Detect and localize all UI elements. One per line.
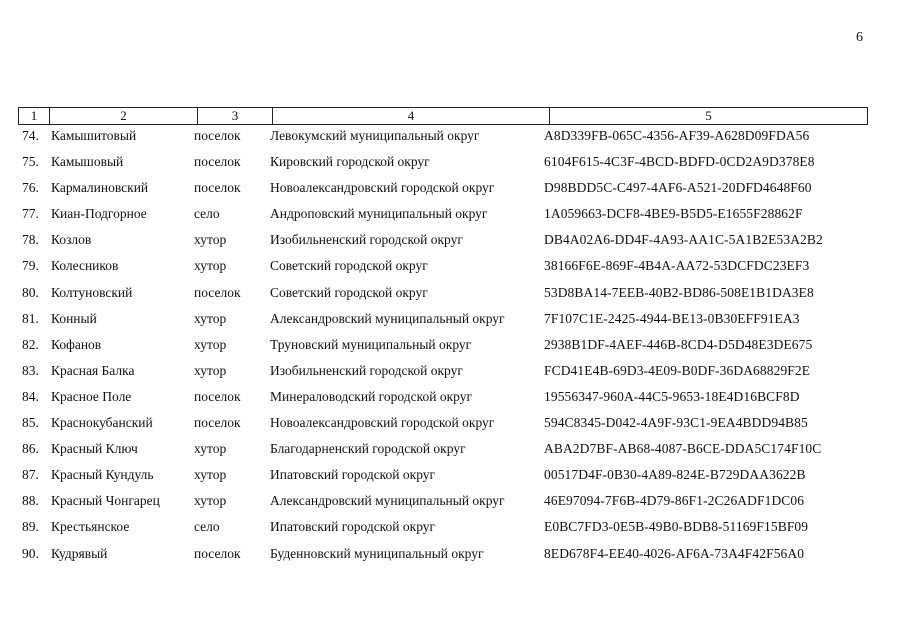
table-row (0, 180, 903, 206)
table-row (0, 441, 903, 467)
settlement-name: Крестьянское (51, 519, 130, 535)
settlement-name: Красный Чонгарец (51, 493, 160, 509)
table-row (0, 389, 903, 415)
guid-code: DB4A02A6-DD4F-4A93-AA1C-5A1B2E53A2B2 (544, 232, 823, 248)
settlement-name: Красный Ключ (51, 441, 138, 457)
settlement-type: поселок (194, 545, 241, 561)
settlement-name: Колесников (51, 258, 119, 274)
row-number: 83. (22, 362, 39, 378)
table-row (0, 493, 903, 519)
settlement-type: хутор (194, 232, 227, 248)
district-name: Изобильненский городской округ (270, 362, 463, 378)
row-number: 90. (22, 545, 39, 561)
header-cell-5: 5 (549, 107, 868, 125)
settlement-type: хутор (194, 362, 227, 378)
guid-code: FCD41E4B-69D3-4E09-B0DF-36DA68829F2E (544, 362, 811, 378)
table-row (0, 128, 903, 154)
district-name: Советский городской округ (270, 284, 428, 300)
guid-code: D98BDD5C-C497-4AF6-A521-20DFD4648F60 (544, 180, 812, 196)
row-number: 76. (22, 180, 39, 196)
row-number: 79. (22, 258, 39, 274)
settlement-type: хутор (194, 467, 227, 483)
table-row (0, 363, 903, 389)
row-number: 88. (22, 493, 39, 509)
row-number: 84. (22, 388, 39, 404)
settlement-type: село (194, 206, 220, 222)
settlement-name: Козлов (51, 232, 92, 248)
settlement-type: хутор (194, 441, 227, 457)
table-row (0, 154, 903, 180)
district-name: Александровский муниципальный округ (270, 310, 505, 326)
table-body (0, 128, 903, 572)
district-name: Новоалександровский городской округ (270, 180, 495, 196)
row-number: 81. (22, 310, 39, 326)
settlement-name: Красная Балка (51, 362, 135, 378)
table-row (0, 232, 903, 258)
settlement-name: Кофанов (51, 336, 102, 352)
district-name: Левокумский муниципальный округ (270, 128, 480, 143)
district-name: Советский городской округ (270, 258, 428, 274)
guid-code: 1A059663-DCF8-4BE9-B5D5-E1655F28862F (544, 206, 803, 222)
settlement-name: Конный (51, 310, 97, 326)
settlement-name: Кудрявый (51, 545, 108, 561)
settlement-type: хутор (194, 310, 227, 326)
header-cell-4: 4 (272, 107, 550, 125)
header-cell-3: 3 (197, 107, 273, 125)
district-name: Ипатовский городской округ (270, 519, 436, 535)
settlement-type: хутор (194, 493, 227, 509)
district-name: Благодарненский городской округ (270, 441, 466, 457)
district-name: Кировский городской округ (270, 154, 430, 170)
settlement-type: хутор (194, 258, 227, 274)
settlement-type: хутор (194, 336, 227, 352)
district-name: Ипатовский городской округ (270, 467, 436, 483)
header-cell-1: 1 (18, 107, 50, 125)
guid-code: A8D339FB-065C-4356-AF39-A628D09FDA56 (544, 128, 810, 143)
guid-code: ABA2D7BF-AB68-4087-B6CE-DDA5C174F10C (544, 441, 822, 457)
settlement-name: Краснокубанский (51, 415, 153, 431)
table-row (0, 206, 903, 232)
district-name: Изобильненский городской округ (270, 232, 463, 248)
settlement-name: Красное Поле (51, 388, 132, 404)
district-name: Александровский муниципальный округ (270, 493, 505, 509)
row-number: 86. (22, 441, 39, 457)
table-row (0, 415, 903, 441)
district-name: Труновский муниципальный округ (270, 336, 472, 352)
settlement-type: поселок (194, 388, 241, 404)
row-number: 78. (22, 232, 39, 248)
table-row (0, 258, 903, 284)
settlement-type: село (194, 519, 220, 535)
settlement-name: Кармалиновский (51, 180, 149, 196)
row-number: 74. (22, 128, 39, 143)
table-row (0, 467, 903, 493)
settlement-name: Камышитовый (51, 128, 137, 143)
guid-code: 8ED678F4-EE40-4026-AF6A-73A4F42F56A0 (544, 545, 805, 561)
settlement-name: Киан-Подгорное (51, 206, 147, 222)
table-row (0, 285, 903, 311)
table-row (0, 337, 903, 363)
row-number: 82. (22, 336, 39, 352)
guid-code: 53D8BA14-7EEB-40B2-BD86-508E1B1DA3E8 (544, 284, 814, 300)
district-name: Буденновский муниципальный округ (270, 545, 484, 561)
guid-code: 00517D4F-0B30-4A89-824E-B729DAA3622B (544, 467, 806, 483)
guid-code: 7F107C1E-2425-4944-BE13-0B30EFF91EA3 (544, 310, 800, 326)
header-cell-2: 2 (49, 107, 198, 125)
row-number: 80. (22, 284, 39, 300)
table-row (0, 311, 903, 337)
settlement-type: поселок (194, 284, 241, 300)
settlement-type: поселок (194, 154, 241, 170)
row-number: 89. (22, 519, 39, 535)
table-row (0, 546, 903, 572)
guid-code: 2938B1DF-4AEF-446B-8CD4-D5D48E3DE675 (544, 336, 813, 352)
row-number: 75. (22, 154, 39, 170)
settlement-name: Красный Кундуль (51, 467, 154, 483)
guid-code: 6104F615-4C3F-4BCD-BDFD-0CD2A9D378E8 (544, 154, 815, 170)
table-row (0, 519, 903, 545)
district-name: Андроповский муниципальный округ (270, 206, 488, 222)
district-name: Новоалександровский городской округ (270, 415, 495, 431)
guid-code: 594C8345-D042-4A9F-93C1-9EA4BDD94B85 (544, 415, 808, 431)
settlement-type: поселок (194, 180, 241, 196)
table-header (18, 107, 868, 125)
guid-code: 46E97094-7F6B-4D79-86F1-2C26ADF1DC06 (544, 493, 805, 509)
guid-code: E0BC7FD3-0E5B-49B0-BDB8-51169F15BF09 (544, 519, 809, 535)
page-number: 6 (856, 30, 863, 45)
district-name: Минераловодский городской округ (270, 388, 472, 404)
row-number: 87. (22, 467, 39, 483)
settlement-name: Колтуновский (51, 284, 133, 300)
guid-code: 38166F6E-869F-4B4A-AA72-53DCFDC23EF3 (544, 258, 810, 274)
settlement-name: Камышовый (51, 154, 124, 170)
row-number: 77. (22, 206, 39, 222)
row-number: 85. (22, 415, 39, 431)
settlement-type: поселок (194, 415, 241, 431)
settlement-type: поселок (194, 128, 241, 143)
guid-code: 19556347-960A-44C5-9653-18E4D16BCF8D (544, 388, 800, 404)
